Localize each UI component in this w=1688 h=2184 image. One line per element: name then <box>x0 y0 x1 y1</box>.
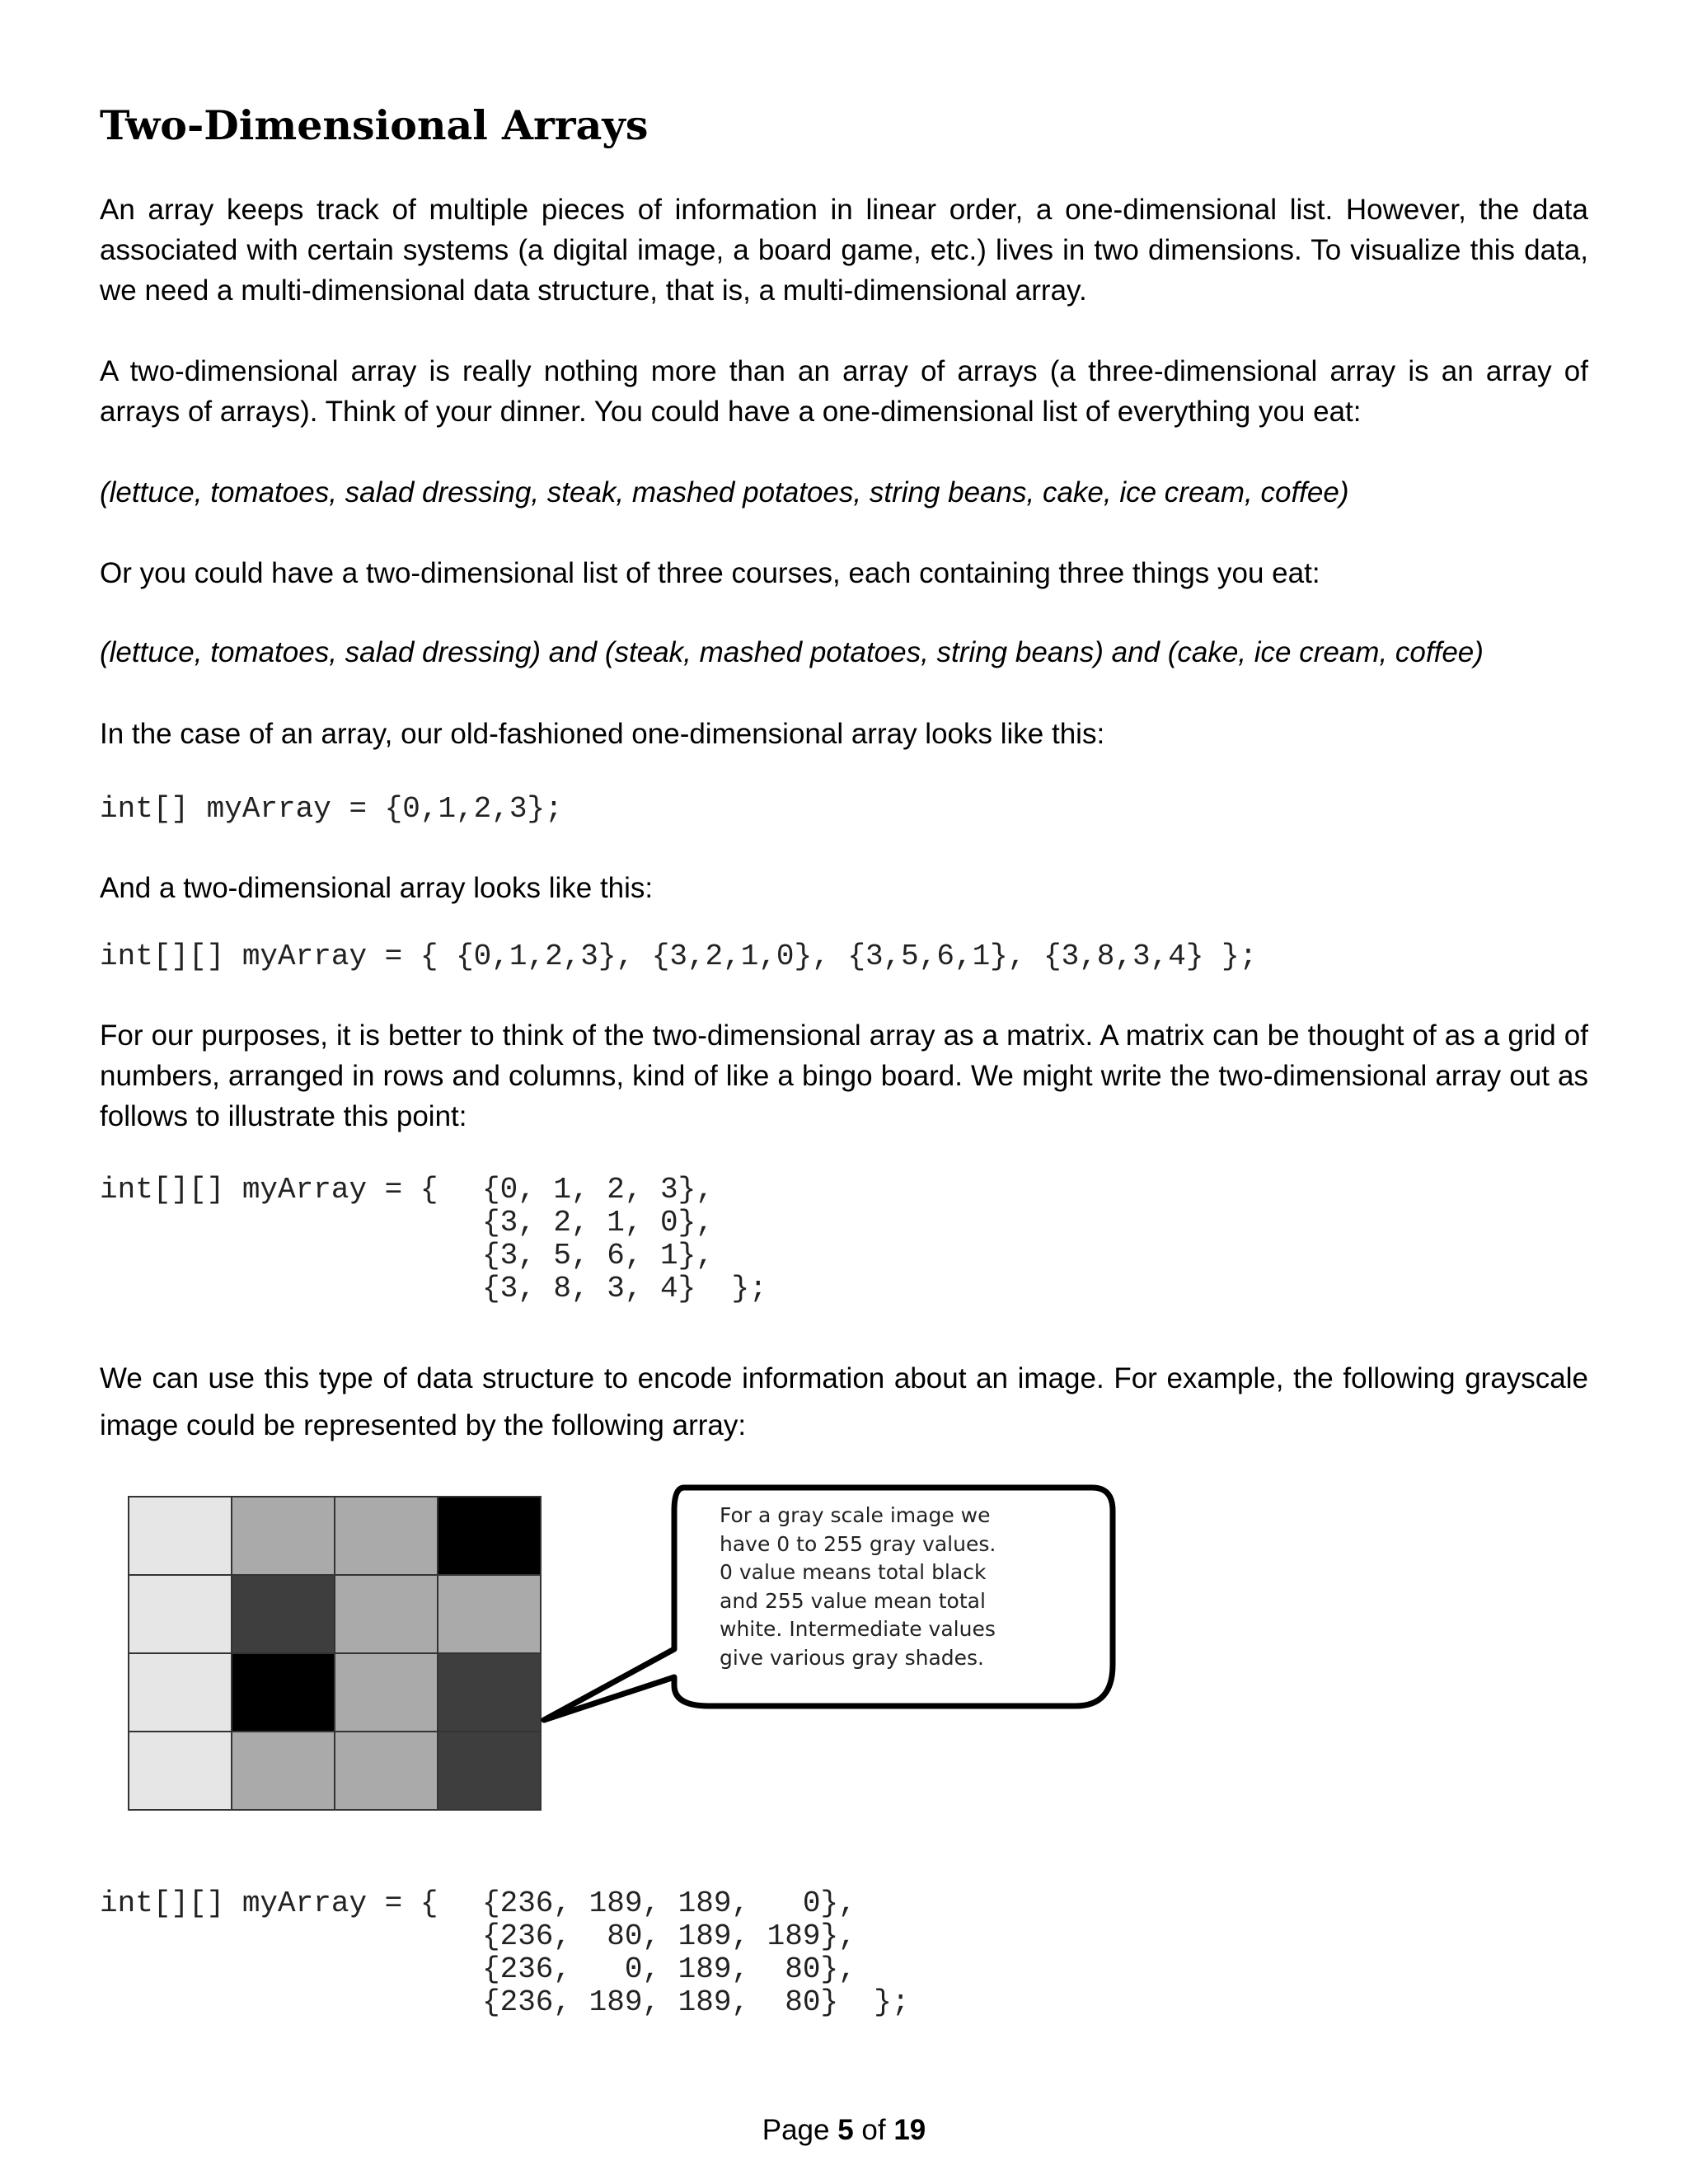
one-dim-array-code: int[] myArray = {0,1,2,3}; <box>100 792 563 826</box>
page-number-footer <box>0 2112 1688 2149</box>
matrix-code-row: {3, 2, 1, 0}, <box>482 1206 714 1240</box>
matrix-code-prefix: int[][] myArray = { <box>100 1173 438 1207</box>
grid-cell <box>129 1576 231 1652</box>
image-code-row: {236, 80, 189, 189}, <box>482 1919 856 1953</box>
grid-cell <box>335 1497 437 1574</box>
current-page-number: 5 <box>837 2114 854 2146</box>
grayscale-image-grid <box>128 1496 542 1811</box>
matrix-code-row: {3, 8, 3, 4} }; <box>482 1272 767 1305</box>
grid-cell <box>438 1654 540 1731</box>
image-encoding-paragraph: We can use this type of data structure to encode information about an image. For example, the following grayscale image could be represented by the following array: <box>100 1362 1588 1441</box>
two-dim-array-code: int[][] myArray = { {0,1,2,3}, {3,2,1,0}, {3,5,6,1}, {3,8,3,4} }; <box>100 940 1258 973</box>
grid-cell <box>232 1654 334 1731</box>
image-code-row: {236, 189, 189, 80} }; <box>482 1985 910 2019</box>
page-label: Page <box>762 2114 830 2146</box>
array-of-arrays-paragraph: A two-dimensional array is really nothing more than an array of arrays (a three-dimensional array is an array of arrays of arrays). Think of your dinner. You could have a one-dimensional list of everything you eat: <box>100 355 1588 428</box>
two-dim-array-intro: And a two-dimensional array looks like this: <box>100 872 654 904</box>
grid-cell <box>438 1732 540 1809</box>
grid-cell <box>335 1732 437 1809</box>
page-title: Two-Dimensional Arrays <box>100 101 649 149</box>
grid-cell <box>232 1732 334 1809</box>
page-of-label: of <box>861 2114 886 2146</box>
grid-cell <box>335 1576 437 1652</box>
total-page-count: 19 <box>893 2114 926 2146</box>
image-code-prefix: int[][] myArray = { <box>100 1886 438 1920</box>
callout-line: have 0 to 255 gray values. <box>720 1531 996 1556</box>
speech-bubble-text <box>720 1502 1099 1672</box>
grid-cell <box>232 1576 334 1652</box>
grid-cell <box>438 1576 540 1652</box>
two-dim-dinner-list: (lettuce, tomatoes, salad dressing) and (steak, mashed potatoes, string beans) and (cake, ice cream, coffee) <box>100 636 1484 668</box>
grid-cell <box>335 1654 437 1731</box>
image-code-row: {236, 189, 189, 0}, <box>482 1886 856 1920</box>
grid-cell <box>129 1654 231 1731</box>
callout-line: For a gray scale image we <box>720 1503 991 1527</box>
intro-paragraph: An array keeps track of multiple pieces of information in linear order, a one-dimensional list. However, the data associated with certain systems (a digital image, a board game, etc.) lives in two dimensions. To visualize this data, we need a multi-dimensional data structure, that is, a multi-dimensional array. <box>100 194 1588 307</box>
grid-cell <box>438 1497 540 1574</box>
matrix-paragraph: For our purposes, it is better to think of the two-dimensional array as a matrix. A matrix can be thought of as a grid of numbers, arranged in rows and columns, kind of like a bingo board. We might write the two-dimensional array out as follows to illustrate this point: <box>100 1019 1588 1132</box>
matrix-code-rows <box>482 1174 767 1305</box>
two-dim-intro-paragraph: Or you could have a two-dimensional list of three courses, each containing three things you eat: <box>100 557 1320 589</box>
image-code-row: {236, 0, 189, 80}, <box>482 1952 856 1986</box>
grid-cell <box>232 1497 334 1574</box>
grid-cell <box>129 1497 231 1574</box>
callout-line: white. Intermediate values <box>720 1617 996 1641</box>
matrix-code-row: {0, 1, 2, 3}, <box>482 1173 714 1207</box>
image-code-rows <box>482 1887 909 2019</box>
callout-line: give various gray shades. <box>720 1645 985 1670</box>
one-dim-array-intro: In the case of an array, our old-fashioned one-dimensional array looks like this: <box>100 718 1105 750</box>
callout-line: and 255 value mean total <box>720 1588 986 1613</box>
grid-cell <box>129 1732 231 1809</box>
matrix-code-row: {3, 5, 6, 1}, <box>482 1239 714 1272</box>
one-dim-dinner-list: (lettuce, tomatoes, salad dressing, steak, mashed potatoes, string beans, cake, ice cream, coffee) <box>100 476 1349 509</box>
callout-line: 0 value means total black <box>720 1560 987 1584</box>
